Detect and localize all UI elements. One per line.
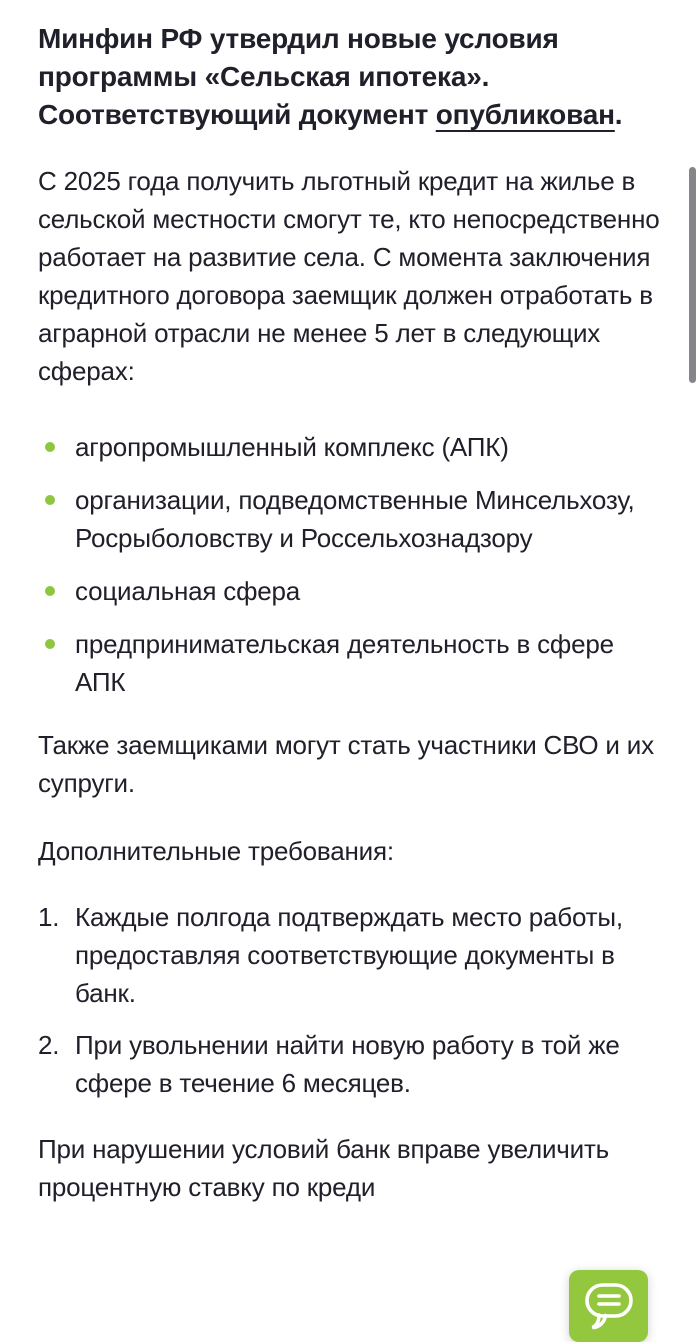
spheres-list <box>38 428 660 701</box>
chat-button[interactable] <box>569 1270 648 1342</box>
list-item: При увольнении найти новую работу в той же сфере в течение 6 месяцев. <box>75 1030 620 1098</box>
page-title <box>38 20 660 134</box>
page-title-text-before: Минфин РФ утвердил новые условия программы «Сельская ипотека». Соответствующий документ <box>38 23 559 130</box>
published-document-link[interactable]: опубликован <box>435 99 615 130</box>
requirements-title: Дополнительные требования: <box>38 836 394 866</box>
scrollbar[interactable] <box>689 167 696 383</box>
list-item: Каждые полгода подтверждать место работы, предоставляя соответствующие документы в банк. <box>75 902 623 1008</box>
list-item: организации, подведомственные Минсельхозу, Росрыболовству и Россельхознадзору <box>38 481 660 557</box>
page-title-text-after: . <box>614 99 623 130</box>
svo-paragraph: Также заемщиками могут стать участники СВО и их супруги. <box>38 730 654 798</box>
violation-paragraph: При нарушении условий банк вправе увеличить процентную ставку по креди <box>38 1134 610 1202</box>
intro-paragraph: С 2025 года получить льготный кредит на жилье в сельской местности смогут те, кто непосредственно работает на развитие села. С момента заключения кредитного договора заемщик должен отработать в аграрной отрасли не менее 5 лет в следующих сферах: <box>38 166 660 386</box>
list-item: предпринимательская деятельность в сфере АПК <box>38 625 660 701</box>
requirements-list <box>38 898 660 1102</box>
list-item: агропромышленный комплекс (АПК) <box>38 428 660 466</box>
list-item: социальная сфера <box>38 572 660 610</box>
speech-bubble-icon <box>584 1282 634 1333</box>
